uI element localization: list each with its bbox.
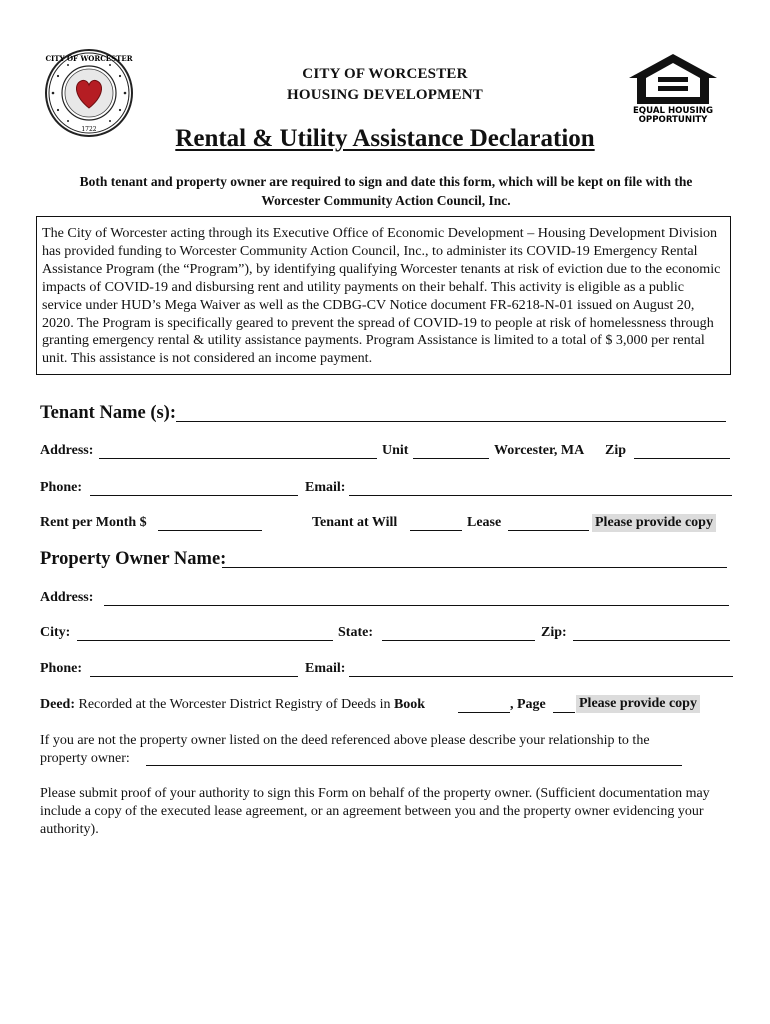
owner-address-field[interactable] [104, 590, 729, 606]
tenant-address-field[interactable] [99, 443, 377, 459]
program-info-box [36, 216, 731, 375]
seal-year: 1722 [81, 126, 97, 133]
owner-name-label: Property Owner Name: [40, 549, 227, 569]
notice-line-2: Worcester Community Action Council, Inc. [261, 193, 511, 208]
tenant-email-label: Email: [305, 480, 346, 495]
relationship-field[interactable] [146, 750, 682, 766]
deed-row [40, 697, 425, 713]
program-info-text: The City of Worcester acting through its Executive Office of Economic Development – Housing Development Division has provided funding to Worcester Community Action Council, Inc., to administer its COVID-19 Emergency Rental Assistance Program (the “Program”), by identifying qualifying Worcester tenants at risk of eviction due to the economic impacts of COVID-19 and disbursing rent and utility payments on their behalf. This activity is eligible as a public service under HUD’s Mega Waiver as well as the CDBG-CV Notice document FR-6218-N-01 issued on August 20, 2020. The Program is specifically geared to prevent the spread of COVID-19 to people at risk of homelessness through granting emergency rental & utility assistance payments. Program Assistance is limited to a total of $ 3,000 per rental unit. This assistance is not considered an income payment. [42, 225, 721, 367]
tenant-name-label: Tenant Name (s): [40, 403, 177, 423]
tenant-phone-field[interactable] [90, 480, 298, 496]
tenant-phone-label: Phone: [40, 480, 82, 495]
tenant-email-field[interactable] [349, 480, 732, 496]
notice-line-1: Both tenant and property owner are required to sign and date this form, which will be kept on file with the [79, 174, 693, 189]
owner-email-field[interactable] [349, 661, 733, 677]
owner-state-label: State: [338, 625, 373, 640]
rent-per-month-field[interactable] [158, 515, 262, 531]
deed-label: Deed: [40, 697, 75, 712]
seal-text: CITY OF WORCESTER [45, 54, 133, 63]
deed-text: Recorded at the Worcester District Registry of Deeds in [78, 697, 391, 712]
org-line-1: CITY OF WORCESTER [302, 66, 468, 82]
signature-notice [40, 172, 732, 210]
tenant-name-field[interactable] [176, 405, 726, 422]
owner-city-field[interactable] [77, 625, 333, 641]
tenant-zip-field[interactable] [634, 443, 730, 459]
eho-line-1: EQUAL HOUSING [632, 106, 714, 116]
tenant-address-label: Address: [40, 443, 94, 458]
owner-state-field[interactable] [382, 625, 535, 641]
book-field[interactable] [458, 697, 510, 713]
owner-phone-field[interactable] [90, 661, 298, 677]
tenant-at-will-label: Tenant at Will [312, 515, 398, 530]
owner-provide-copy-note: Please provide copy [576, 695, 700, 713]
tenant-provide-copy-note: Please provide copy [592, 514, 716, 532]
page-label: , Page [510, 697, 546, 712]
relationship-line-2: property owner: [40, 751, 130, 766]
owner-phone-label: Phone: [40, 661, 82, 676]
page-title: Rental & Utility Assistance Declaration [175, 125, 595, 152]
tenant-city-label: Worcester, MA [494, 443, 585, 458]
tenant-zip-label: Zip [605, 443, 627, 458]
tenant-at-will-field[interactable] [410, 515, 462, 531]
owner-email-label: Email: [305, 661, 346, 676]
lease-field[interactable] [508, 515, 589, 531]
owner-zip-field[interactable] [573, 625, 730, 641]
lease-label: Lease [467, 515, 502, 530]
tenant-unit-label: Unit [382, 443, 409, 458]
book-label: Book [393, 697, 426, 712]
rent-per-month-label: Rent per Month $ [40, 515, 147, 530]
eho-line-2: OPPORTUNITY [638, 115, 708, 124]
org-line-2: HOUSING DEVELOPMENT [287, 87, 483, 103]
owner-city-label: City: [40, 625, 71, 640]
owner-address-label: Address: [40, 590, 94, 605]
tenant-unit-field[interactable] [413, 443, 489, 459]
relationship-line-1: If you are not the property owner listed on the deed referenced above please describe your relationship to the [40, 733, 650, 748]
proof-of-authority-text: Please submit proof of your authority to sign this Form on behalf of the property owner. (Sufficient documentation may include a copy of the executed lease agreement, or an agreement between you and the property owner evidencing your authority). [40, 786, 710, 837]
owner-name-field[interactable] [222, 551, 727, 568]
equal-housing-logo [627, 52, 719, 124]
page-field[interactable] [553, 697, 575, 713]
owner-zip-label: Zip: [541, 625, 567, 640]
